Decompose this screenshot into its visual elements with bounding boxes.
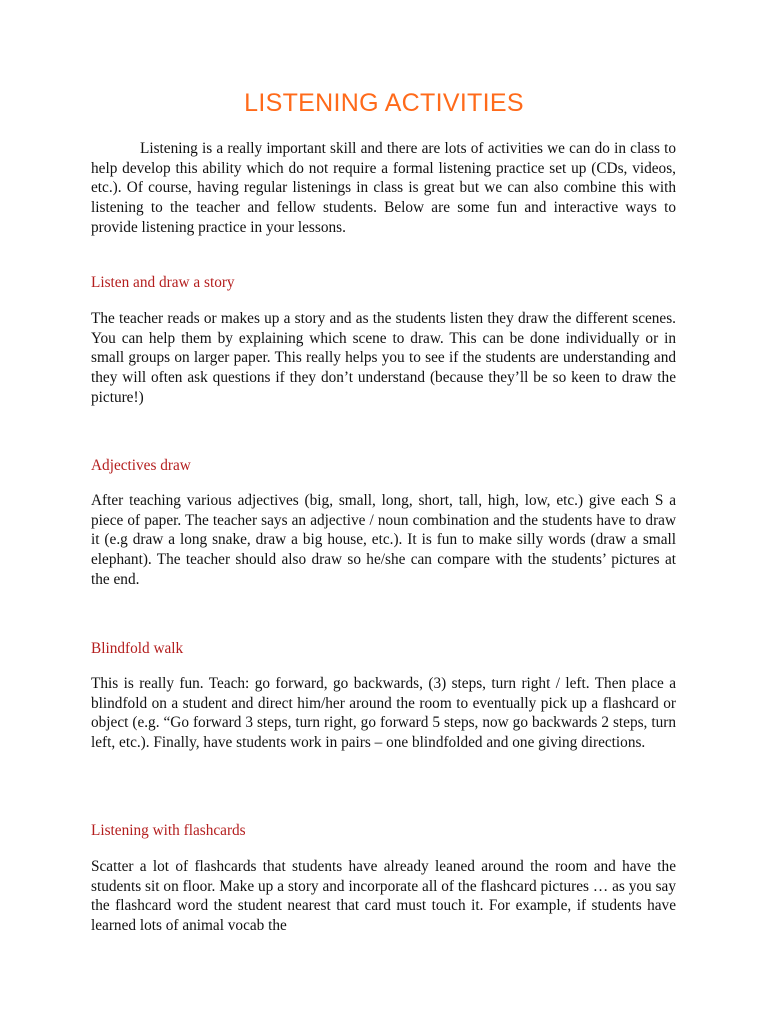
section-body-listen-and-draw: The teacher reads or makes up a story and as the students listen they draw the different scenes. You can help them by explaining which scene to draw. This can be done individually or in small groups on larger paper. This really helps you to see if the students are understanding and they will often ask questions if they don’t understand (because they’ll be so keen to draw the picture!) (91, 310, 676, 406)
section-heading-listening-with-flashcards: Listening with flashcards (91, 822, 246, 839)
section-heading-adjectives-draw: Adjectives draw (91, 457, 191, 474)
section-body-blindfold-walk: This is really fun. Teach: go forward, go backwards, (3) steps, turn right / left. Then place a blindfold on a student and direct him/her around the room to eventually pick up a flashcard or object (e.g. “Go forward 3 steps, turn right, go forward 5 steps, now go backwards 2 steps, turn left, etc.). Finally, have students work in pairs – one blindfolded and one giving directions. (91, 675, 676, 752)
section-heading-blindfold-walk: Blindfold walk (91, 640, 184, 657)
section-body-adjectives-draw: After teaching various adjectives (big, small, long, short, tall, high, low, etc.) give each S a piece of paper. The teacher says an adjective / noun combination and the students have to draw it (e.g draw a long snake, draw a big house, etc.). It is fun to make silly words (draw a small elephant). The teacher should also draw so he/she can compare with the students’ pictures at the end. (91, 492, 676, 588)
document-title: LISTENING ACTIVITIES (244, 89, 524, 117)
intro-paragraph: Listening is a really important skill and there are lots of activities we can do in class to help develop this ability which do not require a formal listening practice set up (CDs, videos, etc.). Of course, having regular listenings in class is great but we can also combine this with listening to the teacher and fellow students. Below are some fun and interactive ways to provide listening practice in your lessons. (91, 140, 676, 236)
section-body-listening-with-flashcards: Scatter a lot of flashcards that students have already leaned around the room and have the students sit on floor. Make up a story and incorporate all of the flashcard pictures … as you say the flashcard word the student nearest that card must touch it. For example, if students have learned lots of animal vocab the (91, 858, 676, 935)
section-heading-listen-and-draw: Listen and draw a story (91, 274, 235, 291)
